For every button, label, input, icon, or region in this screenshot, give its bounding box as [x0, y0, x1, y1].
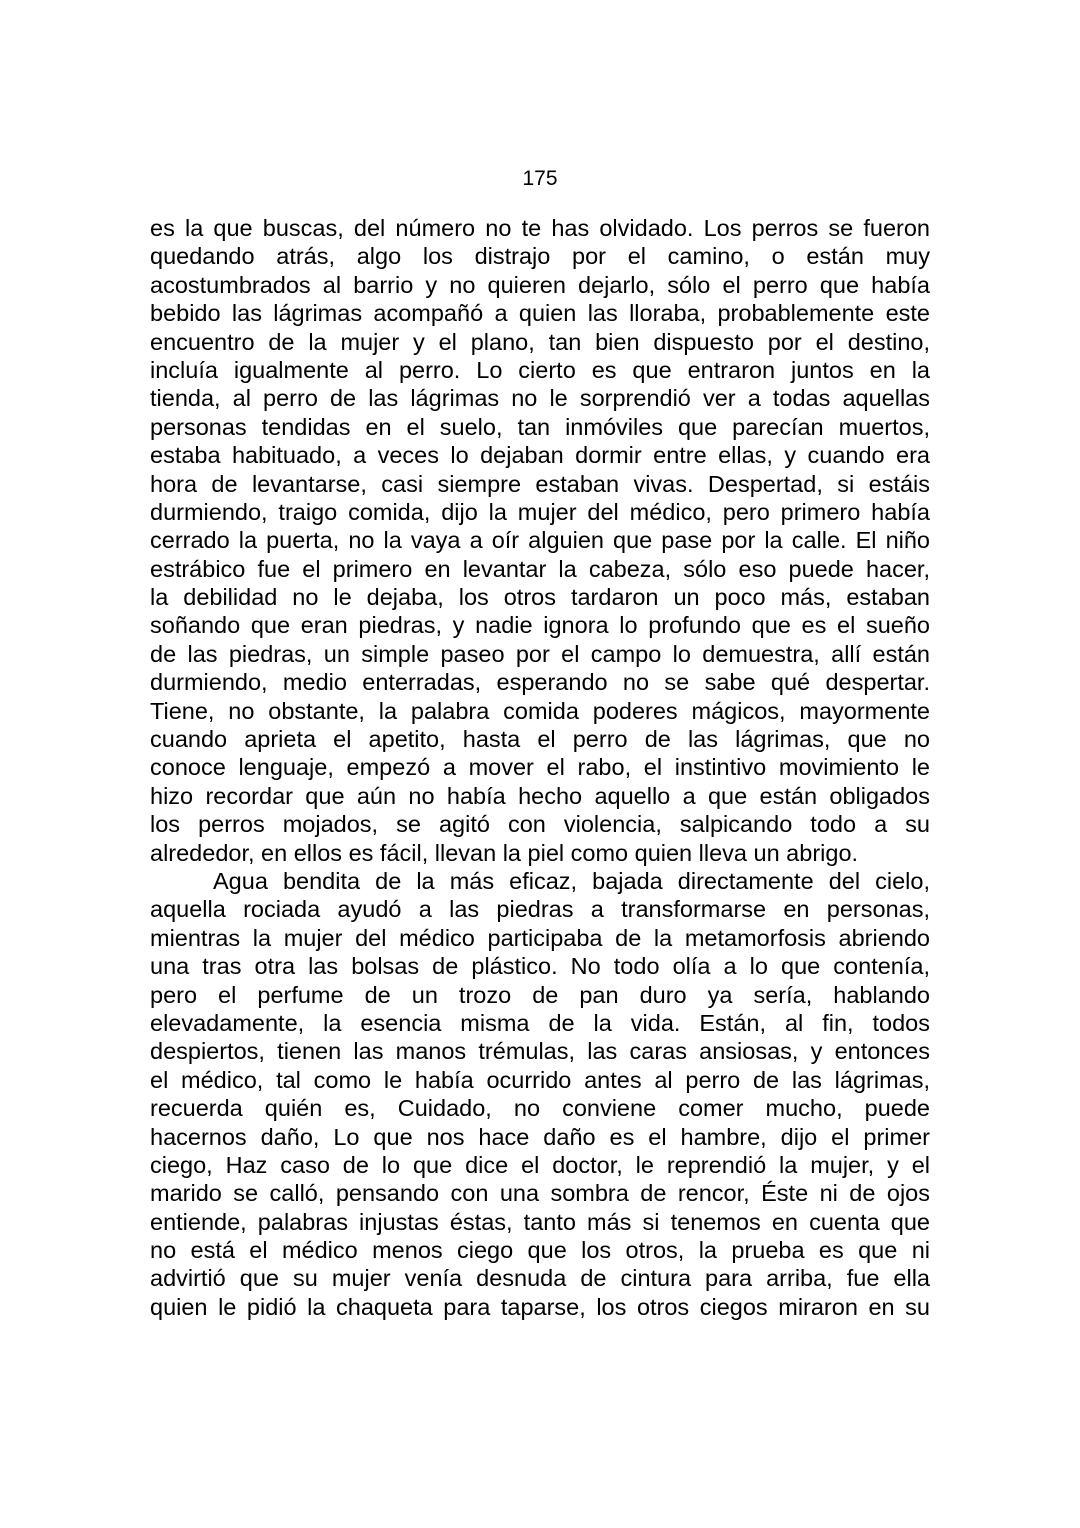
text-line: recuerda quién es, Cuidado, no conviene comer mucho, puede [150, 1095, 930, 1122]
text-line: mientras la mujer del médico participaba de la metamorfosis abriendo [150, 924, 930, 951]
text-line: de las piedras, un simple paseo por el campo lo demuestra, allí están [150, 640, 930, 667]
text-line: bebido las lágrimas acompañó a quien las lloraba, probablemente este [150, 300, 930, 327]
text-line: encuentro de la mujer y el plano, tan bien dispuesto por el destino, [150, 328, 930, 355]
page-number: 175 [522, 167, 558, 190]
text-line: no está el médico menos ciego que los otros, la prueba es que ni [150, 1237, 930, 1264]
text-line: ciego, Haz caso de lo que dice el doctor, le reprendió la mujer, y el [150, 1151, 930, 1178]
text-line: hora de levantarse, casi siempre estaban vivas. Despertad, si estáis [150, 470, 930, 497]
text-line: pero el perfume de un trozo de pan duro ya sería, hablando [150, 981, 930, 1008]
text-line: entiende, palabras injustas éstas, tanto más si tenemos en cuenta que [150, 1208, 930, 1235]
text-line: alrededor, en ellos es fácil, llevan la piel como quien lleva un abrigo. [150, 839, 859, 866]
text-line: durmiendo, traigo comida, dijo la mujer del médico, pero primero había [150, 498, 930, 525]
text-line: personas tendidas en el suelo, tan inmóviles que parecían muertos, [150, 413, 930, 440]
text-line: hacernos daño, Lo que nos hace daño es el hambre, dijo el primer [150, 1123, 930, 1150]
text-line: aquella rociada ayudó a las piedras a transformarse en personas, [150, 896, 930, 923]
text-line: una tras otra las bolsas de plástico. No todo olía a lo que contenía, [150, 953, 930, 980]
text-line: cerrado la puerta, no la vaya a oír alguien que pase por la calle. El niño [150, 527, 930, 554]
text-line: es la que buscas, del número no te has olvidado. Los perros se fueron [150, 215, 930, 241]
text-line: estrábico fue el primero en levantar la cabeza, sólo eso puede hacer, [150, 555, 930, 582]
text-line: acostumbrados al barrio y no quieren dejarlo, sólo el perro que había [150, 271, 930, 298]
text-line: elevadamente, la esencia misma de la vida. Están, al fin, todos [150, 1009, 930, 1036]
text-line: los perros mojados, se agitó con violencia, salpicando todo a su [150, 811, 930, 838]
text-line: estaba habituado, a veces lo dejaban dormir entre ellas, y cuando era [150, 442, 930, 469]
text-line: soñando que eran piedras, y nadie ignora lo profundo que es el sueño [150, 612, 930, 639]
text-line: el médico, tal como le había ocurrido antes al perro de las lágrimas, [150, 1066, 930, 1093]
text-line: cuando aprieta el apetito, hasta el perro de las lágrimas, que no [150, 726, 930, 753]
text-line: hizo recordar que aún no había hecho aquello a que están obligados [150, 782, 930, 809]
text-line: incluía igualmente al perro. Lo cierto es que entraron juntos en la [150, 356, 930, 383]
text-line: conoce lenguaje, empezó a mover el rabo, el instintivo movimiento le [150, 754, 930, 781]
text-line: quien le pidió la chaqueta para taparse, los otros ciegos miraron en su [150, 1293, 930, 1320]
text-line: advirtió que su mujer venía desnuda de cintura para arriba, fue ella [150, 1265, 930, 1292]
text-line: durmiendo, medio enterradas, esperando no se sabe qué despertar. [150, 669, 930, 696]
text-line: quedando atrás, algo los distrajo por el camino, o están muy [150, 243, 930, 270]
paragraph-start-line: Agua bendita de la más eficaz, bajada directamente del cielo, [213, 867, 930, 894]
text-line: marido se calló, pensando con una sombra de rencor, Éste ni de ojos [150, 1180, 930, 1207]
text-line: Tiene, no obstante, la palabra comida poderes mágicos, mayormente [150, 697, 930, 724]
text-line: la debilidad no le dejaba, los otros tardaron un poco más, estaban [150, 584, 930, 611]
text-line: despiertos, tienen las manos trémulas, las caras ansiosas, y entonces [150, 1038, 930, 1065]
text-line: tienda, al perro de las lágrimas no le sorprendió ver a todas aquellas [150, 385, 930, 412]
body-text [150, 214, 930, 1321]
